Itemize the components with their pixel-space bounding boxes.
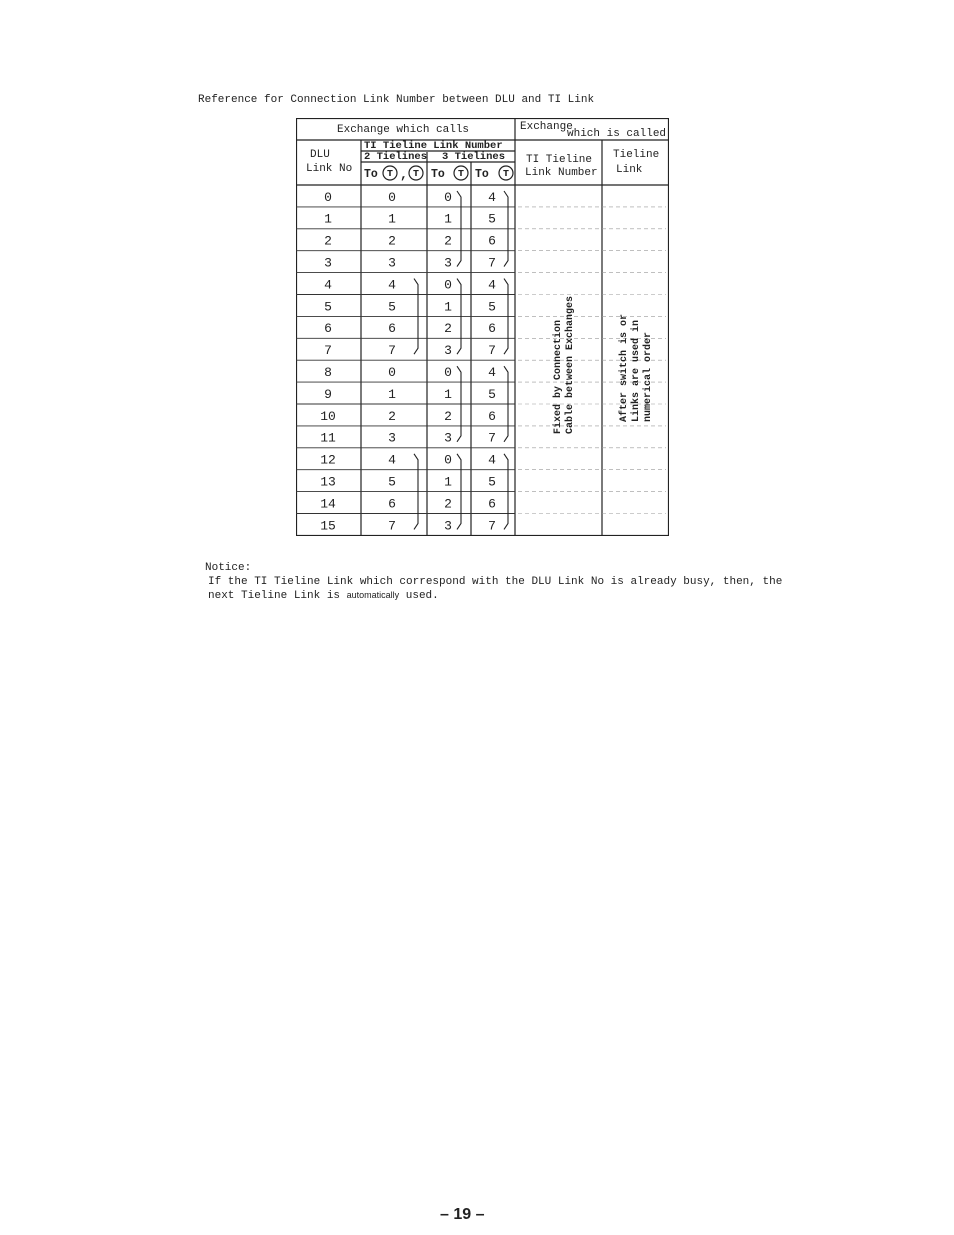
svg-text:T: T	[413, 169, 419, 178]
notice-line-2-c: used.	[399, 590, 439, 602]
table-cell: 1	[324, 211, 332, 227]
to-three-a-label: To	[431, 168, 445, 181]
table-cell: 6	[488, 233, 496, 249]
table-cell: 2	[444, 496, 452, 512]
fixed-note-line-2: Cable between Exchanges	[565, 295, 576, 434]
table-cell: 5	[324, 299, 332, 315]
three-tielines-header: 3 Tielines	[442, 151, 506, 163]
tieline-header-1: Tieline	[613, 149, 660, 161]
table-cell: 4	[388, 277, 396, 293]
table-cell: 8	[324, 364, 332, 380]
table-cell: 9	[324, 386, 332, 402]
group-calls-label: Exchange which calls	[337, 124, 470, 136]
table-cell: 5	[388, 299, 396, 315]
table-cell: 6	[388, 321, 396, 337]
table-cell: 3	[444, 518, 452, 534]
after-note-line-1: After switch is or	[619, 313, 630, 422]
table-cell: 7	[488, 255, 496, 271]
table-cell: 3	[444, 343, 452, 359]
to-three-b-label: To	[475, 168, 489, 181]
table-cell: 4	[388, 452, 396, 468]
table-cell: 4	[488, 452, 496, 468]
table-cell: 3	[444, 430, 452, 446]
table-cell: 6	[324, 321, 332, 337]
ti-col-header-1: TI Tieline	[526, 154, 593, 166]
svg-text:T: T	[503, 169, 509, 178]
group-called-label-a: Exchange	[520, 121, 573, 133]
dlu-header-1: DLU	[310, 149, 330, 161]
table-cell: 0	[388, 364, 396, 380]
fixed-note-line-1: Fixed by Connection	[553, 319, 564, 434]
table-cell: 11	[320, 430, 336, 446]
table-cell: 0	[444, 452, 452, 468]
table-cell: 3	[444, 255, 452, 271]
table-cell: 7	[388, 518, 396, 534]
notice-label: Notice:	[205, 562, 252, 574]
table-cell: 2	[444, 233, 452, 249]
table-cell: 6	[488, 496, 496, 512]
table-cell: 1	[444, 386, 452, 402]
table-cell: 0	[388, 189, 396, 205]
table-cell: 4	[488, 364, 496, 380]
page-number: – 19 –	[440, 1206, 485, 1223]
table-cell: 1	[444, 211, 452, 227]
table-cell: 3	[388, 255, 396, 271]
table-drawing	[296, 118, 669, 536]
table-cell: 5	[488, 474, 496, 490]
table-cell: 4	[324, 277, 332, 293]
table-cell: 1	[388, 386, 396, 402]
table-cell: 13	[320, 474, 336, 490]
notice-line-2	[205, 589, 782, 604]
table-cell: 1	[388, 211, 396, 227]
tieline-header-2: Link	[616, 164, 643, 176]
notice-line-2-a: next Tieline Link is	[208, 590, 347, 602]
table-cell: 12	[320, 452, 336, 468]
svg-text:,: ,	[400, 167, 408, 182]
table-cell: 6	[488, 408, 496, 424]
page-title: Reference for Connection Link Number between DLU and TI Link	[198, 94, 595, 106]
table-cell: 0	[444, 364, 452, 380]
ti-col-header-2: Link Number	[525, 167, 598, 179]
table-cell: 7	[488, 518, 496, 534]
table-cell: 2	[444, 321, 452, 337]
table-cell: 6	[488, 321, 496, 337]
table-cell: 6	[388, 496, 396, 512]
table-cell: 2	[388, 408, 396, 424]
svg-text:T: T	[458, 169, 464, 178]
table-cell: 5	[388, 474, 396, 490]
table-cell: 4	[488, 189, 496, 205]
ti-link-number-header: TI Tieline Link Number	[364, 140, 503, 152]
table-cell: 3	[388, 430, 396, 446]
table-cell: 7	[488, 343, 496, 359]
table-cell: 4	[488, 277, 496, 293]
table-cell: 3	[324, 255, 332, 271]
notice-line-1: If the TI Tieline Link which correspond with the DLU Link No is already busy, then, the	[208, 575, 783, 588]
table-cell: 15	[320, 518, 336, 534]
table-cell: 7	[324, 343, 332, 359]
after-note-line-2: Links are used in	[631, 319, 642, 422]
table-cell: 7	[488, 430, 496, 446]
to-two-label: To	[364, 168, 378, 181]
two-tielines-header: 2 Tielines	[364, 151, 428, 163]
table-cell: 5	[488, 299, 496, 315]
table-cell: 1	[444, 299, 452, 315]
notice-block	[205, 562, 782, 604]
table-cell: 7	[388, 343, 396, 359]
table-cell: 0	[444, 189, 452, 205]
table-cell: 1	[444, 474, 452, 490]
link-number-table	[296, 118, 669, 536]
after-note-line-3: numerical order	[643, 331, 654, 422]
table-cell: 0	[324, 189, 332, 205]
table-cell: 0	[444, 277, 452, 293]
table-cell: 10	[320, 408, 336, 424]
table-cell: 14	[320, 496, 336, 512]
table-cell: 2	[324, 233, 332, 249]
table-cell: 2	[444, 408, 452, 424]
table-cell: 5	[488, 386, 496, 402]
dlu-header-2: Link No	[306, 163, 353, 175]
table-cell: 5	[488, 211, 496, 227]
svg-text:T: T	[387, 169, 393, 178]
table-cell: 2	[388, 233, 396, 249]
notice-line-2-b: automatically	[346, 590, 400, 600]
group-called-label-b: which is called	[567, 128, 667, 140]
